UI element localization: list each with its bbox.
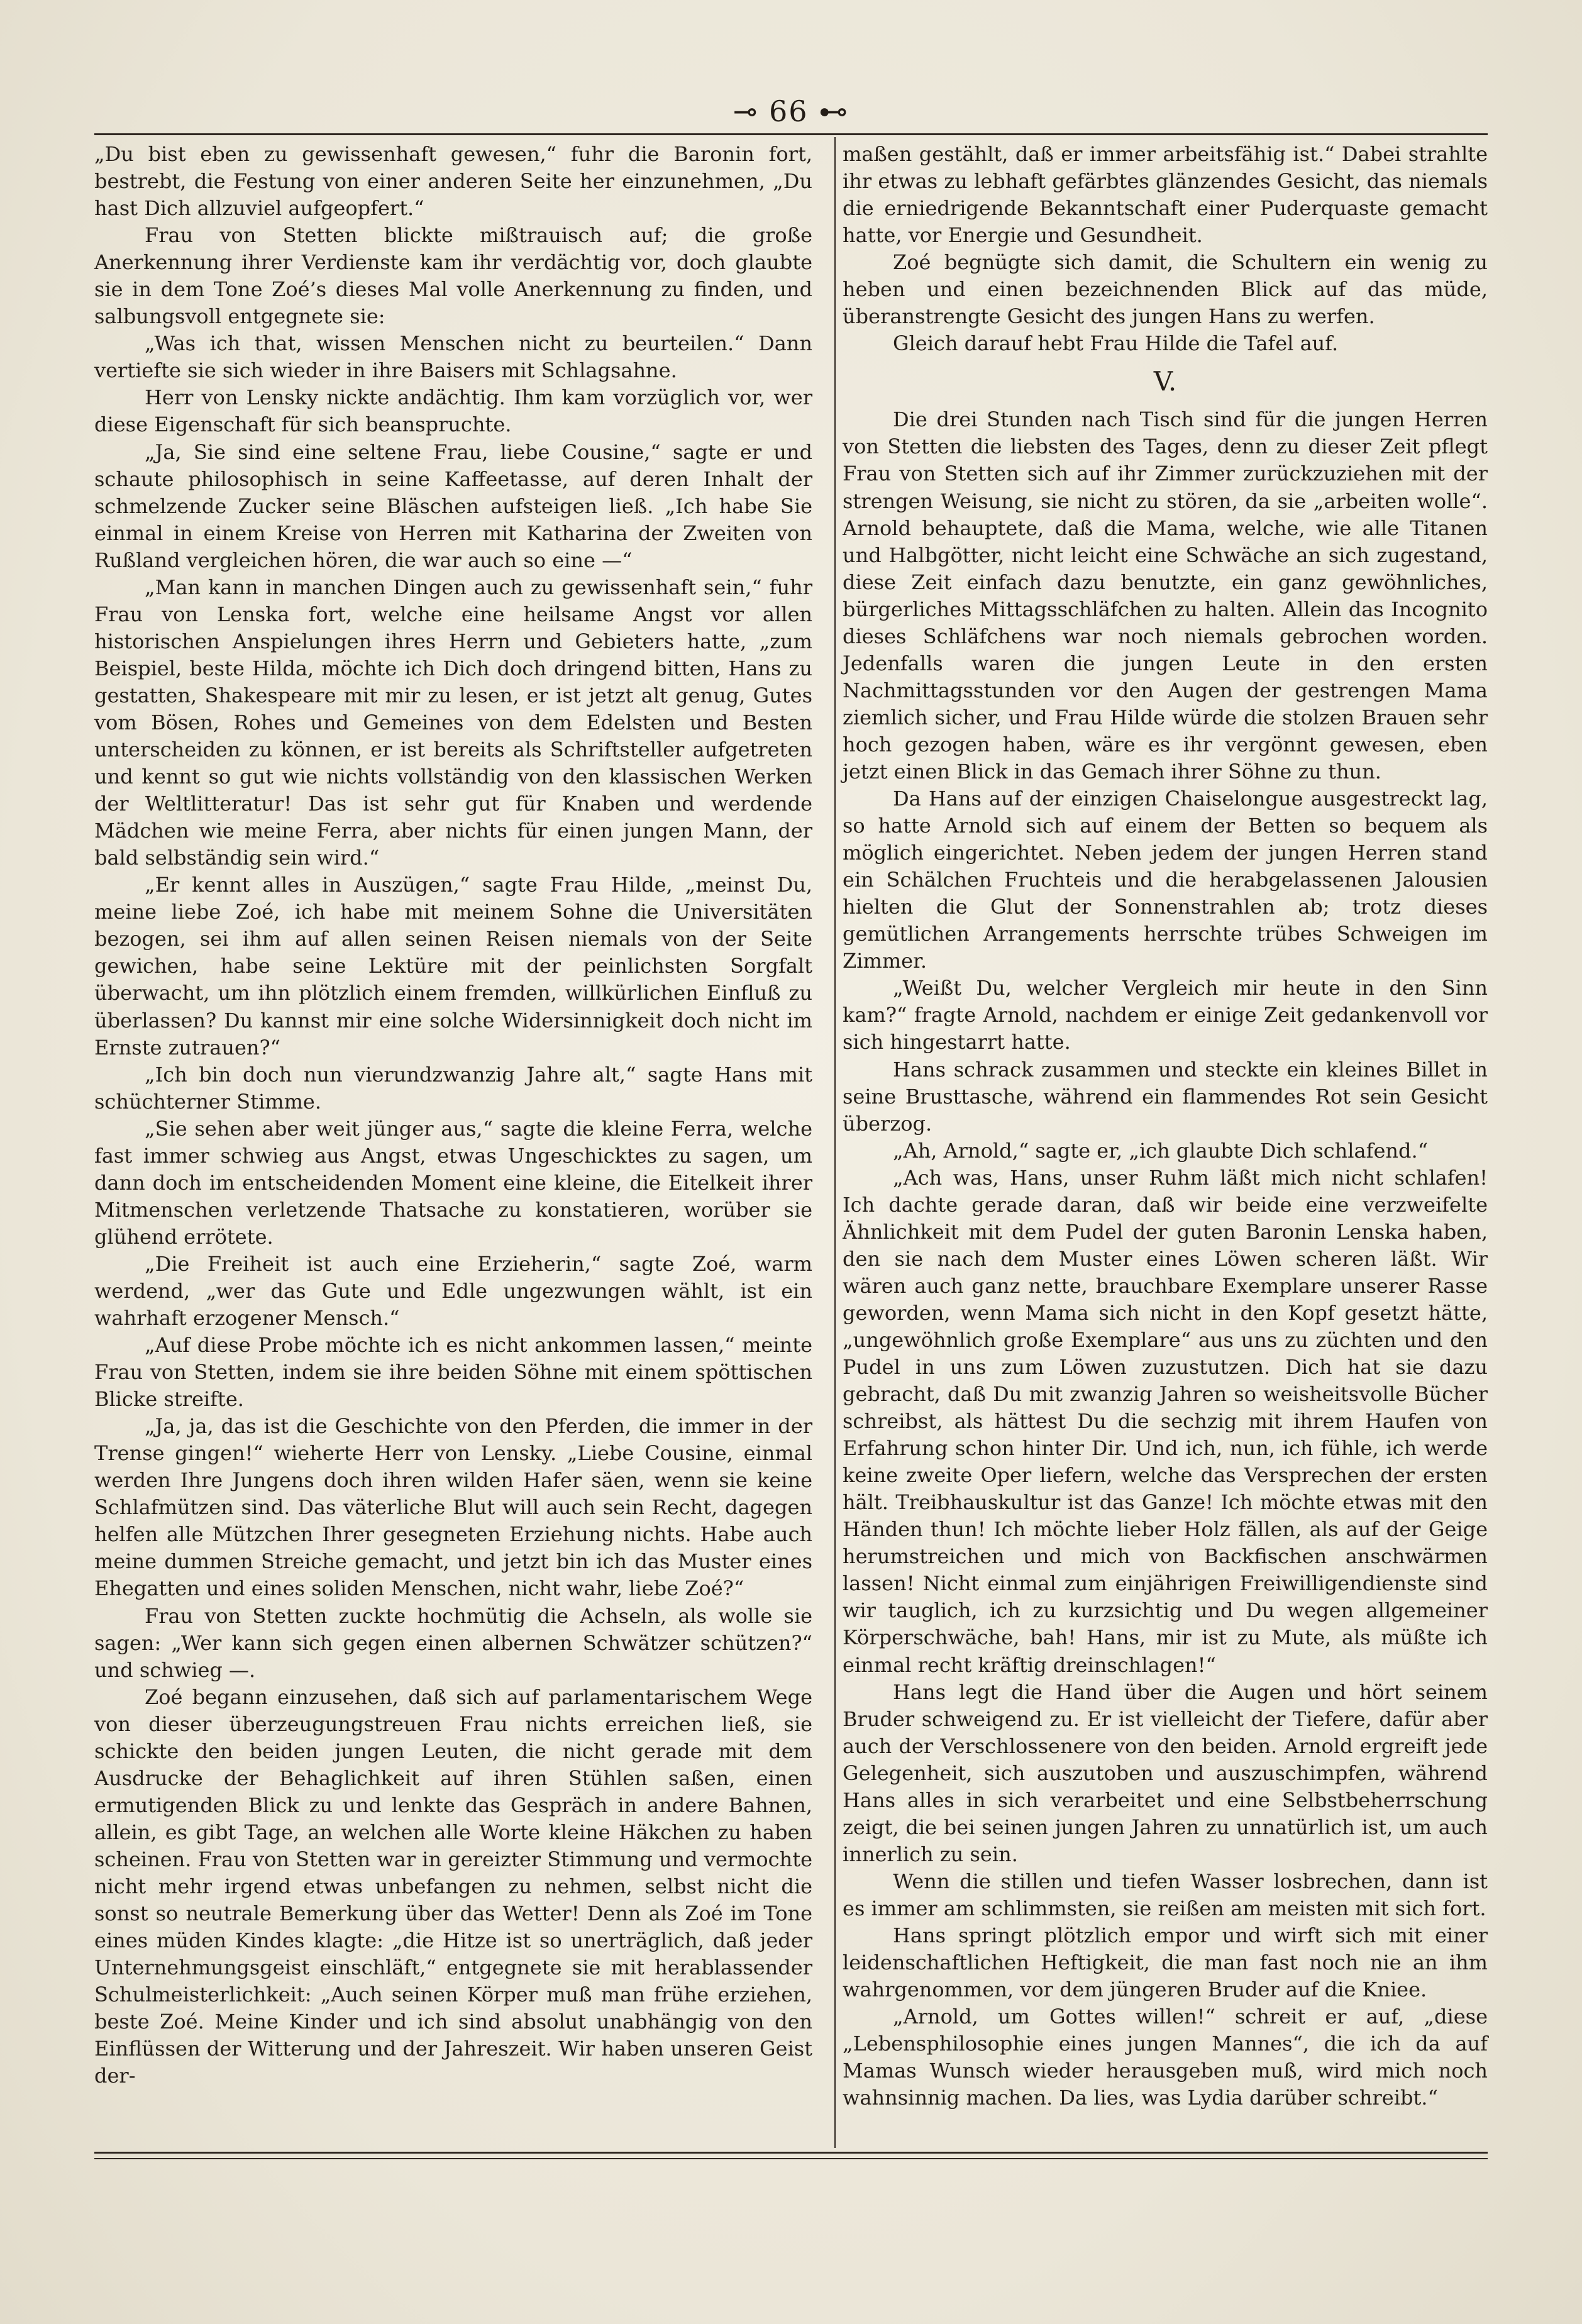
paragraph: Zoé begnügte sich damit, die Schultern ein wenig zu heben und einen bezeichnenden Blick auf das müde, überanstrengte Gesicht des jungen Hans zu werfen. [843,250,1488,329]
paragraph: „Er kennt alles in Auszügen,“ sagte Frau Hilde, „meinst Du, meine liebe Zoé, ich habe mit meinem Sohne die Universitäten bezogen, sei ihm auf allen seinen Reisen niemals von der Seite gewichen, habe seine Lektüre mit der peinlichsten Sorgfalt überwacht, um ihn plötzlich einem fremden, willkürlichen Einfluß zu überlassen? Du kannst mir eine solche Widersinnigkeit doch nicht im Ernste zutrauen?“ [94,873,812,1060]
paragraph: „Die Freiheit ist auch eine Erzieherin,“ sagte Zoé, warm werdend, „wer das Gute und Edle ungezwungen wählt, ist ein wahrhaft erzogener Mensch.“ [94,1251,812,1331]
paragraph: „Du bist eben zu gewissenhaft gewesen,“ fuhr die Baronin fort, bestrebt, die Festung von einer anderen Seite her einzunehmen, „Du hast Dich allzuviel aufgeopfert.“ [94,142,812,221]
paragraph: Frau von Stetten blickte mißtrauisch auf; die große Anerkennung ihrer Verdienste kam ihr verdächtig vor, doch glaubte sie in dem Tone Zoé’s dieses Mal volle Anerkennung zu finden, und salbungsvoll entgegnete sie: [94,223,812,329]
paragraph: Da Hans auf der einzigen Chaiselongue ausgestreckt lag, so hatte Arnold sich auf einem der Betten so bequem als möglich eingerichtet. Neben jedem der jungen Herren stand ein Schälchen Fruchteis und die herabgelassenen Jalousien hielten die Glut der Sonnenstrahlen ab; trotz dieses gemütlichen Arrangements herrschte trübes Schweigen im Zimmer. [843,787,1488,973]
paragraph: Zoé begann einzusehen, daß sich auf parlamentarischem Wege von dieser überzeugungstreuen Frau nichts erreichen ließ, sie schickte den beiden jungen Leuten, die nicht gerade mit dem Ausdrucke der Behaglichkeit auf ihren Stühlen saßen, einen ermutigenden Blick zu und lenkte das Gespräch in andere Bahnen, allein, es gibt Tage, an welchen alle Worte kleine Häkchen zu haben scheinen. Frau von Stetten war in gereizter Stimmung und vermochte nicht mehr irgend etwas unbefangen zu nehmen, selbst nicht die sonst so neutrale Bemerkung über das Wetter! Denn als Zoé im Tone eines müden Kindes klagte: „die Hitze ist so unerträglich, daß jeder Unternehmungsgeist einschläft,“ entgegnete sie mit herablassender Schulmeisterlichkeit: „Auch seinen Körper muß man frühe erziehen, beste Zoé. Meine Kinder und ich sind absolut unabhängig von den Einflüssen der Witterung und der Jahreszeit. Wir haben unseren Geist der- [94,1685,812,2088]
paragraph: Hans legt die Hand über die Augen und hört seinem Bruder schweigend zu. Er ist vielleicht der Tiefere, dafür aber auch der Verschlossenere von den beiden. Arnold ergreift jede Gelegenheit, sich auszutoben und auszuschimpfen, während Hans alles in sich verarbeitet und eine Selbstbeherrschung zeigt, die bei seinen jungen Jahren zu unnatürlich ist, um auch innerlich zu sein. [843,1679,1488,1866]
paragraph: maßen gestählt, daß er immer arbeitsfähig ist.“ Dabei strahlte ihr etwas zu lebhaft gefärbtes glänzendes Gesicht, das niemals die erniedrigende Bekanntschaft einer Puderquaste gemacht hatte, vor Energie und Gesundheit. [843,142,1488,248]
paragraph: Die drei Stunden nach Tisch sind für die jungen Herren von Stetten die liebsten des Tages, denn zu dieser Zeit pflegt Frau von Stetten sich auf ihr Zimmer zurückzuziehen mit der strengen Weisung, sie nicht zu stören, da sie „arbeiten wolle“. Arnold behauptete, daß die Mama, welche, wie alle Titanen und Halbgötter, nicht leicht eine Schwäche an sich zugestand, diese Zeit einfach dazu benutzte, ein ganz gewöhnliches, bürgerliches Mittagsschläfchen zu halten. Allein das Incognito dieses Schläfchens war noch niemals gebrochen worden. Jedenfalls waren die jungen Leute in den ersten Nachmittagsstunden vor den Augen der gestrengen Mama ziemlich sicher, und Frau Hilde würde die stolzen Brauen sehr hoch gezogen haben, wäre es ihr vergönnt gewesen, eben jetzt einen Blick in das Gemach ihrer Söhne zu thun. [843,407,1488,783]
paragraph: „Ja, Sie sind eine seltene Frau, liebe Cousine,“ sagte er und schaute philosophisch in seine Kaffeetasse, auf deren Inhalt der schmelzende Zucker seine Bläschen aufsteigen ließ. „Ich habe Sie einmal in einem Kreise von Herren mit Katharina der Zweiten von Rußland vergleichen hören, die war auch so eine —“ [94,440,812,572]
left-column [94,141,812,2089]
top-rule [94,133,1488,135]
ornament-left: ⊸ [733,94,759,128]
column-divider [834,137,836,2148]
paragraph: „Arnold, um Gottes willen!“ schreit er auf, „diese „Lebensphilosophie eines jungen Mannes“, die ich da auf Mamas Wunsch wieder herausgeben muß, wird mich noch wahnsinnig machen. Da lies, was Lydia darüber schreibt.“ [843,2005,1488,2110]
paragraph: Frau von Stetten zuckte hochmütig die Achseln, als wolle sie sagen: „Wer kann sich gegen einen albernen Schwätzer schützen?“ und schwieg —. [94,1603,812,1682]
paragraph: „Ich bin doch nun vierundzwanzig Jahre alt,“ sagte Hans mit schüchterner Stimme. [94,1062,812,1114]
paragraph: „Auf diese Probe möchte ich es nicht ankommen lassen,“ meinte Frau von Stetten, indem sie ihre beiden Söhne mit einem spöttischen Blicke streifte. [94,1333,812,1412]
paragraph: „Weißt Du, welcher Vergleich mir heute in den Sinn kam?“ fragte Arnold, nachdem er einige Zeit gedankenvoll vor sich hingestarrt hatte. [843,976,1488,1054]
right-column [843,141,1488,2111]
paragraph: Gleich darauf hebt Frau Hilde die Tafel auf. [893,331,1339,356]
page-number-line [0,94,1582,128]
paragraph: „Was ich that, wissen Menschen nicht zu beurteilen.“ Dann vertiefte sie sich wieder in ihre Baisers mit Schlagsahne. [94,331,812,383]
paragraph: „Ah, Arnold,“ sagte er, „ich glaubte Dich schlafend.“ [893,1138,1428,1163]
paragraph: „Ach was, Hans, unser Ruhm läßt mich nicht schlafen! Ich dachte gerade daran, daß wir beide eine verzweifelte Ähnlichkeit mit dem Pudel der guten Baronin Lenska haben, den sie nach dem Muster eines Löwen scheren läßt. Wir wären auch ganz nette, brauchbare Exemplare unserer Rasse geworden, wenn Mama sich nicht in den Kopf gesetzt hätte, „ungewöhnlich große Exemplare“ aus uns zu züchten und den Pudel in uns zum Löwen zuzustutzen. Dich hat sie dazu gebracht, daß Du mit zwanzig Jahren so weisheitsvolle Bücher schreibst, als hättest Du die sechzig mit ihrem Haufen von Erfahrung schon hinter Dir. Und ich, nun, ich fühle, ich werde keine zweite Oper liefern, welche das Versprechen der ersten hält. Treibhauskultur ist das Ganze! Ich möchte etwas mit den Händen thun! Ich möchte lieber Holz fällen, als auf der Geige herumstreichen und mich von Backfischen anschwärmen lassen! Nicht einmal zum einjährigen Freiwilligendienste sind wir tauglich, ich zu kurzsichtig und Du wegen allgemeiner Körperschwäche, bah! Hans, mir ist zu Mute, als müßte ich einmal recht kräftig dreinschlagen!“ [843,1165,1488,1677]
chapter-heading: V. [1153,366,1177,397]
paragraph: Hans springt plötzlich empor und wirft sich mit einer leidenschaftlichen Heftigkeit, die man fast noch nie an ihm wahrgenommen, vor dem jüngeren Bruder auf die Kniee. [843,1923,1488,2002]
paragraph: Herr von Lensky nickte andächtig. Ihm kam vorzüglich vor, wer diese Eigenschaft für sich beanspruchte. [94,385,812,437]
paragraph: Hans schrack zusammen und steckte ein kleines Billet in seine Brusttasche, während ein flammendes Rot sein Gesicht überzog. [843,1057,1488,1136]
paragraph: Wenn die stillen und tiefen Wasser losbrechen, dann ist es immer am schlimmsten, sie reißen am meisten mit sich fort. [843,1869,1488,1920]
page-number: 66 [769,94,809,128]
ornament-right: ⊷ [819,94,849,128]
paragraph: „Ja, ja, das ist die Geschichte von den Pferden, die immer in der Trense gingen!“ wieherte Herr von Lensky. „Liebe Cousine, einmal werden Ihre Jungens doch ihren wilden Hafer säen, wenn sie keine Schlafmützen sind. Das väterliche Blut will auch sein Recht, dagegen helfen alle Mützchen Ihrer gesegneten Erziehung nichts. Habe auch meine dummen Streiche gemacht, und jetzt bin ich das Muster eines Ehegatten und eines soliden Menschen, nicht wahr, liebe Zoé?“ [94,1414,812,1601]
bottom-rule [94,2152,1488,2154]
bottom-rule-inner [94,2158,1488,2159]
paragraph: „Man kann in manchen Dingen auch zu gewissenhaft sein,“ fuhr Frau von Lenska fort, welche eine heilsame Angst vor allen historischen Anspielungen ihres Herrn und Gebieters hatte, „zum Beispiel, beste Hilda, möchte ich Dich doch dringend bitten, Hans zu gestatten, Shakespeare mit mir zu lesen, er ist jetzt alt genug, Gutes vom Bösen, Rohes und Gemeines von dem Edelsten und Besten unterscheiden zu können, er ist bereits als Schriftsteller aufgetreten und kennt so gut wie nichts vollständig von den klassischen Werken der Weltlitteratur! Das ist sehr gut für Knaben und werdende Mädchen wie meine Ferra, aber nichts für einen jungen Mann, der bald selbständig sein wird.“ [94,575,812,870]
paragraph: „Sie sehen aber weit jünger aus,“ sagte die kleine Ferra, welche fast immer schwieg aus Angst, etwas Ungeschicktes zu sagen, um dann doch im entscheidenden Moment eine kleine, die Eitelkeit ihrer Mitmenschen verletzende Thatsache zu konstatieren, worüber sie glühend errötete. [94,1116,812,1249]
